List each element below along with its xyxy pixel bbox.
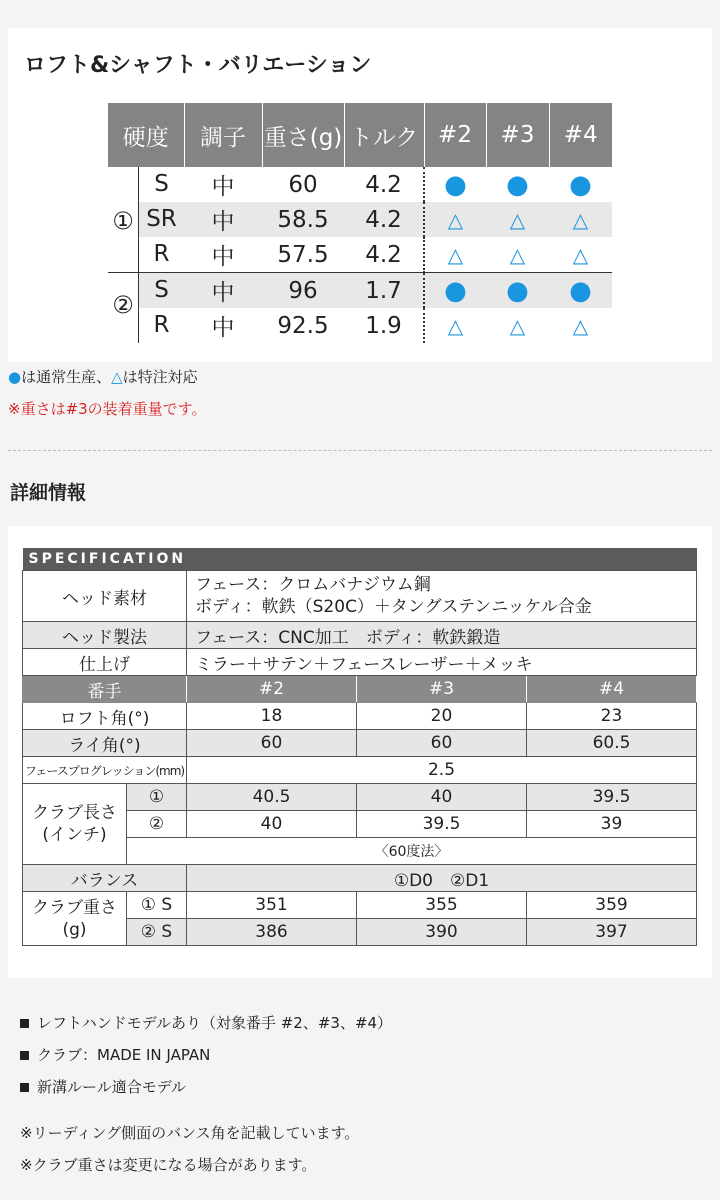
weight-cell: 390 (357, 919, 527, 946)
flex-cell: R (138, 237, 184, 272)
mark-cell: △ (486, 202, 549, 237)
kick-cell: 中 (211, 315, 235, 341)
divider (8, 450, 712, 451)
shaft-variation-table (108, 103, 612, 343)
torque-cell: 1.9 (365, 312, 402, 339)
table-row (23, 703, 697, 730)
mark-cell: ● (506, 169, 529, 200)
weight-sub: ② S (127, 919, 187, 946)
spec-card (8, 526, 712, 978)
table-row (108, 202, 612, 237)
finish-label: 仕上げ (23, 649, 187, 676)
table-row (108, 308, 612, 343)
torque-cell: 4.2 (344, 202, 424, 237)
lie-label: ライ角(°) (23, 730, 187, 757)
mark-cell: △ (549, 202, 612, 237)
table-row (108, 237, 612, 273)
head-material-face: フェース：クロムバナジウム鋼 (195, 575, 431, 595)
mark-cell: △ (424, 308, 486, 343)
header-kick: 調子 (184, 103, 262, 167)
square-bullet-icon (20, 1083, 29, 1092)
bullet-text: 新溝ルール適合モデル (37, 1078, 186, 1096)
lie-cell: 60 (357, 730, 527, 757)
number-cell: #3 (357, 676, 527, 703)
variation-card (8, 28, 712, 362)
kick-cell: 中 (184, 273, 262, 309)
length-method: 〈60度法〉 (127, 838, 697, 865)
loft-label: ロフト角(°) (23, 703, 187, 730)
header-flex: 硬度 (108, 103, 184, 167)
list-item (20, 1012, 392, 1033)
head-method-value: フェース：CNC加工 ボディ：軟鉄鍛造 (187, 622, 697, 649)
kick-cell: 中 (211, 174, 235, 200)
loft-cell: 18 (187, 703, 357, 730)
table-row (23, 730, 697, 757)
weight-cell: 359 (527, 892, 697, 919)
weight-cell: 386 (187, 919, 357, 946)
mark-cell: △ (424, 202, 486, 237)
square-bullet-icon (20, 1051, 29, 1060)
group-label: ① (112, 206, 134, 235)
balance-value: ①D0 ②D1 (187, 865, 697, 892)
header-weight: 重さ(g) (262, 103, 344, 167)
length-cell: 40 (187, 811, 357, 838)
table-row (108, 167, 612, 202)
torque-cell: 4.2 (365, 241, 402, 268)
variation-title: ロフト&シャフト・バリエーション (24, 53, 372, 78)
lie-cell: 60 (187, 730, 357, 757)
spec-label: SPECIFICATION (23, 548, 187, 571)
weight-cell: 355 (357, 892, 527, 919)
kick-cell: 中 (211, 244, 235, 270)
length-cell: 39.5 (527, 784, 697, 811)
balance-label: バランス (23, 865, 187, 892)
weight-unit: (g) (62, 919, 87, 940)
flex-cell: S (138, 167, 184, 202)
list-item (20, 1044, 210, 1065)
length-cell: 40.5 (187, 784, 357, 811)
square-bullet-icon (20, 1019, 29, 1028)
length-cell: 40 (357, 784, 527, 811)
length-sub: ② (127, 811, 187, 838)
weight-cell: 60 (288, 171, 318, 198)
number-cell: #4 (527, 676, 697, 703)
finish-value: ミラー＋サテン＋フェースレーザー＋メッキ (187, 649, 697, 676)
table-row (23, 892, 697, 919)
header-no4: #4 (549, 103, 612, 167)
flex-cell: S (138, 273, 184, 308)
weight-cell: 57.5 (277, 241, 329, 268)
bullet-text: レフトハンドモデルあり（対象番手 #2、#3、#4） (37, 1014, 393, 1032)
torque-cell: 4.2 (365, 171, 402, 198)
mark-cell: △ (424, 237, 486, 273)
length-label: クラブ長さ (32, 803, 117, 823)
table-row (23, 784, 697, 811)
weight-cell: 397 (527, 919, 697, 946)
mark-cell: △ (509, 313, 526, 338)
legend-text-2: は特注対応 (122, 368, 198, 386)
list-item (20, 1076, 186, 1097)
remark-weight: ※クラブ重さは変更になる場合があります。 (20, 1156, 317, 1174)
progression-value: 2.5 (187, 757, 697, 784)
table-row (23, 622, 697, 649)
table-row (23, 865, 697, 892)
weight-label: クラブ重さ (32, 897, 117, 918)
weight-sub: ① S (127, 892, 187, 919)
weight-note: ※重さは#3の装着重量です。 (8, 400, 207, 418)
table-row (23, 649, 697, 676)
torque-cell: 1.7 (344, 273, 424, 309)
mark-cell: ● (549, 273, 612, 309)
table-row (108, 273, 612, 309)
group-label: ② (112, 291, 134, 319)
mark-cell: ● (569, 169, 592, 200)
flex-cell: SR (138, 202, 184, 237)
table-row (23, 676, 697, 703)
loft-cell: 20 (357, 703, 527, 730)
legend-note (8, 366, 198, 387)
mark-cell: ● (486, 273, 549, 309)
number-cell: #2 (187, 676, 357, 703)
length-cell: 39.5 (357, 811, 527, 838)
mark-cell: ● (424, 273, 486, 309)
length-cell: 39 (527, 811, 697, 838)
details-title: 詳細情報 (10, 482, 87, 504)
weight-cell: 58.5 (262, 202, 344, 237)
mark-cell: △ (509, 242, 526, 267)
bullet-text: クラブ：MADE IN JAPAN (37, 1046, 211, 1064)
table-row (23, 571, 697, 622)
legend-text-1: は通常生産、 (21, 368, 112, 386)
mark-cell: △ (572, 313, 589, 338)
head-material-label: ヘッド素材 (23, 571, 187, 622)
table-row (23, 757, 697, 784)
weight-cell: 92.5 (277, 312, 329, 339)
header-no3: #3 (486, 103, 549, 167)
mark-cell: ● (424, 167, 486, 202)
mark-cell: △ (572, 242, 589, 267)
head-material-body: ボディ：軟鉄（S20C）＋タングステンニッケル合金 (195, 597, 592, 617)
lie-cell: 60.5 (527, 730, 697, 757)
kick-cell: 中 (184, 202, 262, 237)
weight-cell: 351 (187, 892, 357, 919)
remark-vance: ※リーディング側面のバンス角を記載しています。 (20, 1124, 360, 1142)
length-sub: ① (127, 784, 187, 811)
weight-cell: 96 (262, 273, 344, 309)
dot-legend-icon: ● (8, 368, 22, 386)
header-no2: #2 (424, 103, 486, 167)
triangle-legend-icon: △ (111, 368, 123, 386)
progression-label: フェースプログレッション(mm) (23, 757, 187, 784)
header-torque: トルク (344, 103, 424, 167)
length-unit: (インチ) (42, 825, 107, 845)
flex-cell: R (138, 308, 184, 343)
loft-cell: 23 (527, 703, 697, 730)
number-label: 番手 (23, 676, 187, 703)
head-method-label: ヘッド製法 (23, 622, 187, 649)
spec-table (22, 548, 697, 946)
